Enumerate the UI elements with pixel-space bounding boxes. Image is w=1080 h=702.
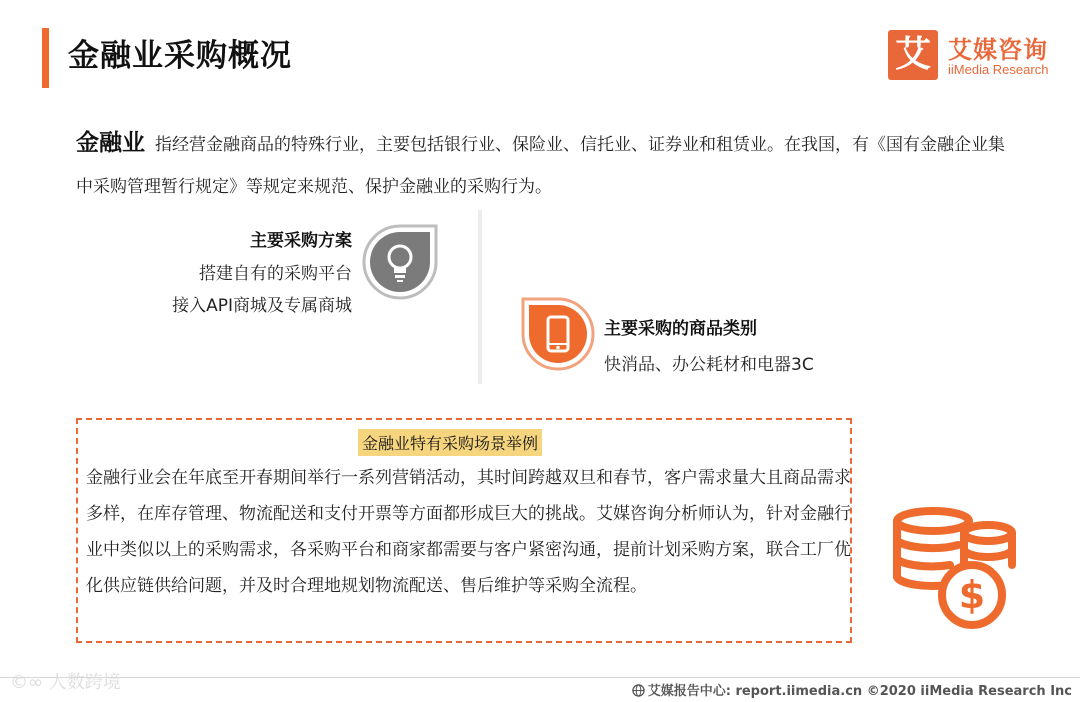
goods-category-title: 主要采购的商品类别 — [604, 319, 757, 339]
procurement-plan-item: 搭建自有的采购平台 — [199, 264, 352, 284]
scenario-body: 金融行业会在年底至开春期间举行一系列营销活动，其时间跨越双旦和春节，客户需求量大且商品需求多样，在库存管理、物流配送和支付开票等方面都形成巨大的挑战。艾媒咨询分析师认为，针对金融行业中类似以上的采购需求，各采购平台和商家都需要与客户紧密沟通，提前计划采购方案，联合工厂优化供应链供给问题，并及时合理地规划物流配送、售后维护等采购全流程。 — [86, 468, 851, 596]
intro-term: 金融业 — [76, 130, 145, 156]
logo-chinese-name: 艾媒咨询 — [948, 36, 1048, 64]
scenario-title: 金融业特有采购场景举例 — [358, 429, 542, 456]
title-accent-bar — [42, 28, 49, 88]
footer-source-text: 艾媒报告中心: report.iimedia.cn ©2020 iiMedia Research Inc — [647, 684, 1072, 699]
logo-mark: 艾 — [888, 30, 938, 80]
svg-text:$: $ — [958, 573, 986, 617]
vertical-divider — [478, 210, 482, 384]
procurement-plan-list — [172, 258, 352, 322]
watermark: ©∞ 人数跨境 — [10, 672, 121, 693]
footer-source — [632, 680, 1072, 699]
scenario-box — [76, 418, 852, 643]
goods-category-text: 快消品、办公耗材和电器3C — [604, 355, 814, 375]
page-title: 金融业采购概况 — [68, 38, 292, 74]
lightbulb-icon — [360, 222, 440, 302]
logo-english-name: iiMedia Research — [948, 62, 1049, 77]
coins-dollar-icon — [888, 505, 1018, 630]
intro-paragraph — [76, 122, 1016, 208]
footer-divider — [0, 677, 1080, 678]
globe-icon — [632, 684, 645, 697]
iimedia-logo — [888, 30, 1060, 82]
procurement-plan-item: 接入API商城及专属商城 — [172, 296, 352, 316]
smartphone-icon — [519, 295, 597, 373]
intro-text: 指经营金融商品的特殊行业，主要包括银行业、保险业、信托业、证券业和租赁业。在我国，有《国有金融企业集中采购管理暂行规定》等规定来规范、保护金融业的采购行为。 — [76, 135, 1005, 197]
procurement-plan-title: 主要采购方案 — [250, 231, 352, 251]
